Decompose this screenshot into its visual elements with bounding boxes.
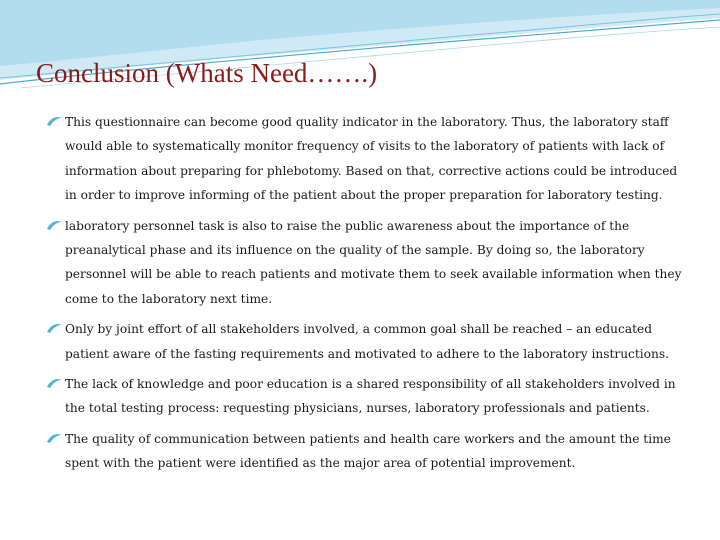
bullet-list bbox=[46, 110, 686, 482]
list-item bbox=[46, 317, 686, 366]
page-title: Conclusion (Whats Need…….) bbox=[36, 58, 378, 88]
bullet-text: laboratory personnel task is also to raise the public awareness about the importance of the preanalytical phase and its influence on the quality of the sample. By doing so, the laboratory personnel will be able to reach patients and motivate them to seek available information when they come to the laboratory next time. bbox=[65, 218, 682, 306]
list-item bbox=[46, 110, 686, 208]
bullet-text: The lack of knowledge and poor education is a shared responsibility of all stakeholders involved in the total testing process: requesting physicians, nurses, laboratory professionals and patients. bbox=[65, 377, 676, 416]
list-item bbox=[46, 214, 686, 312]
bullet-text: Only by joint effort of all stakeholders involved, a common goal shall be reached – an educated patient aware of the fasting requirements and motivated to adhere to the laboratory instructions. bbox=[65, 322, 669, 361]
decorative-swoosh-icon bbox=[46, 433, 63, 444]
bullet-text: The quality of communication between patients and health care workers and the amount the time spent with the patient were identified as the major area of potential improvement. bbox=[65, 431, 671, 471]
decorative-swoosh-icon bbox=[46, 116, 63, 127]
bullet-text: This questionnaire can become good quality indicator in the laboratory. Thus, the laboratory staff would able to systematically monitor frequency of visits to the laboratory of patients with lack of information about preparing for phlebotomy. Based on that, corrective actions could be introduced in order to improve informing of the patient about the proper preparation for laboratory testing. bbox=[65, 115, 678, 203]
decorative-swoosh-icon bbox=[46, 220, 63, 231]
decorative-swoosh-icon bbox=[46, 323, 63, 334]
list-item bbox=[46, 372, 686, 421]
list-item bbox=[46, 427, 686, 476]
decorative-swoosh-icon bbox=[46, 378, 63, 389]
